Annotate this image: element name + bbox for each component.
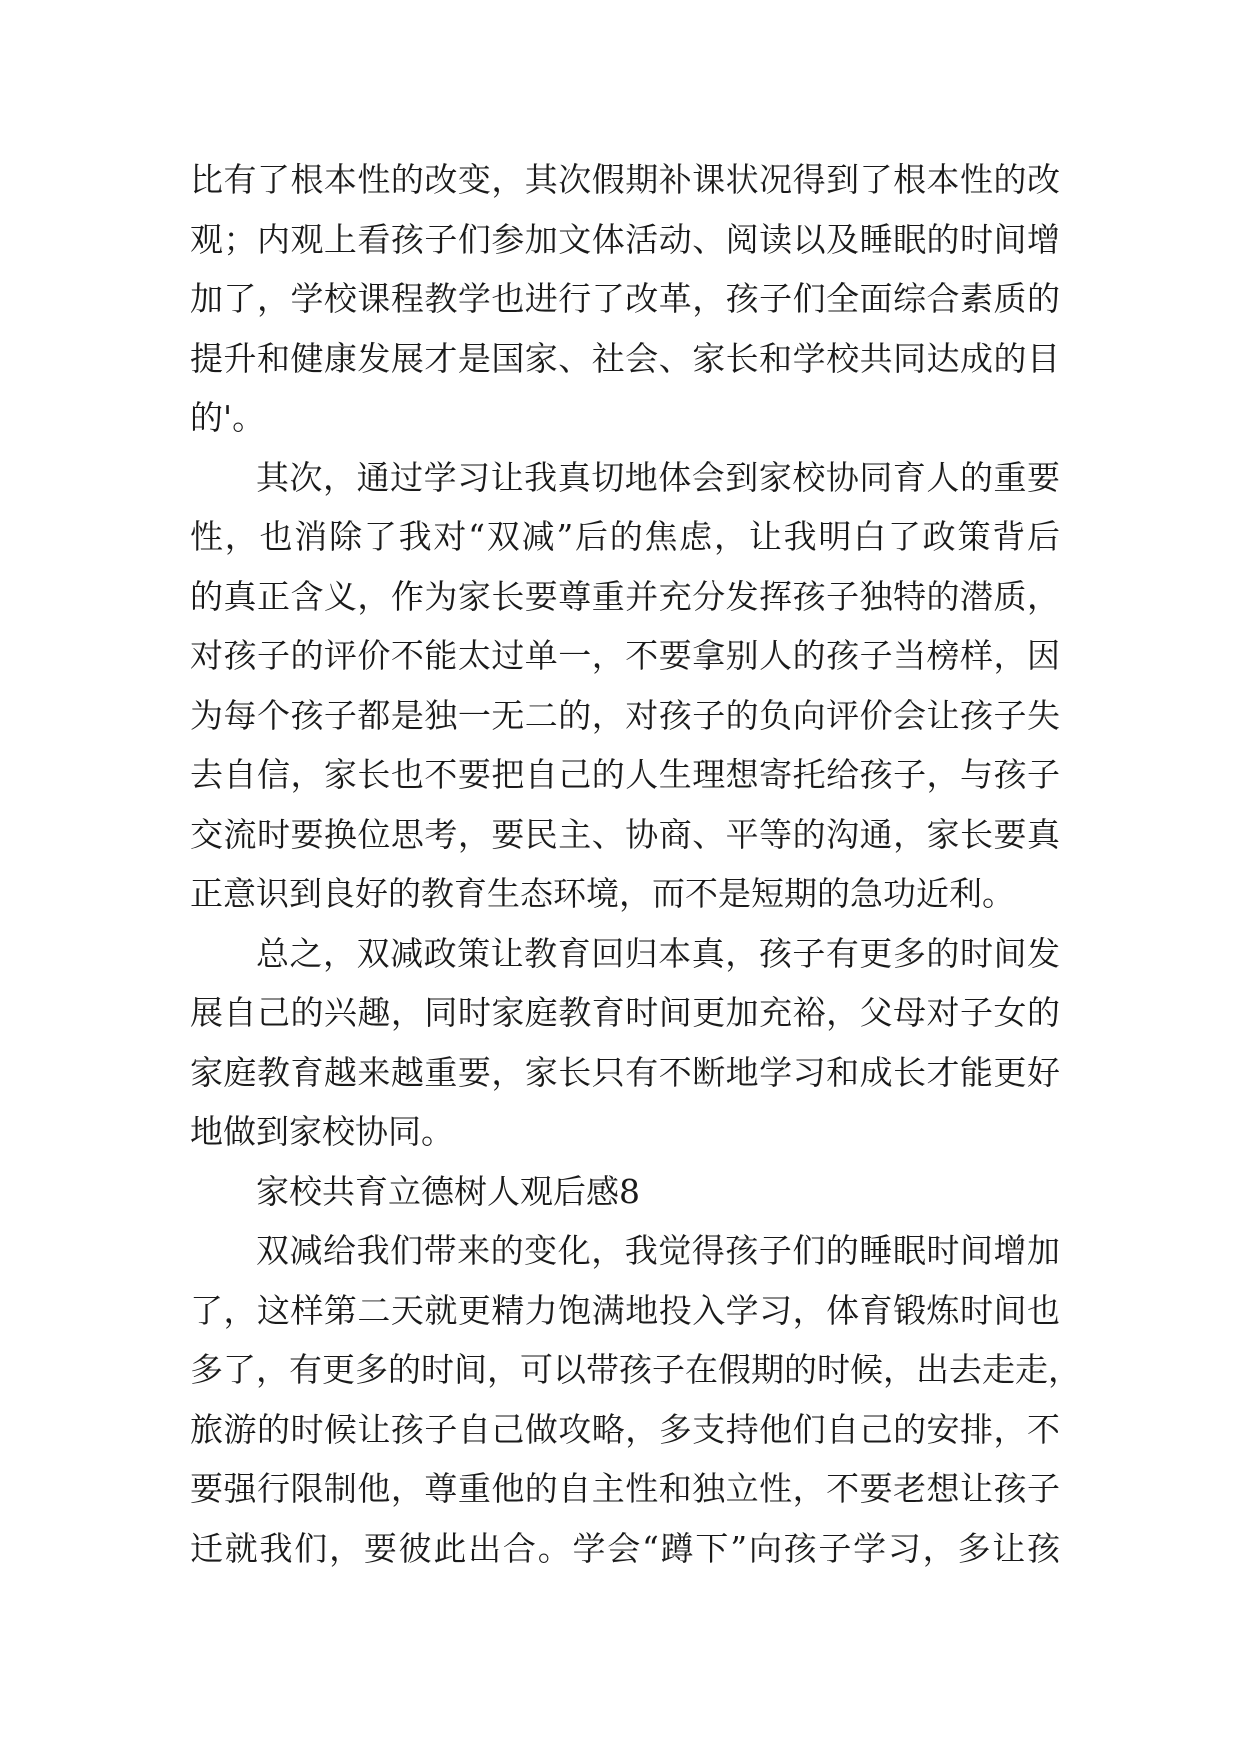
text-line: 性，也消除了我对“双减”后的焦虑，让我明白了政策背后 [190,517,1060,556]
text-line: 去自信，家长也不要把自己的人生理想寄托给孩子，与孩子 [190,755,1060,794]
text-line: 的'。 [190,398,266,437]
text-line: 旅游的时候让孩子自己做攻略，多支持他们自己的安排，不 [190,1409,1060,1449]
text-line: 加了，学校课程教学也进行了改革，孩子们全面综合素质的 [190,279,1060,318]
text-line: 对孩子的评价不能太过单一，不要拿别人的孩子当榜样，因 [190,636,1060,675]
text-line: 展自己的兴趣，同时家庭教育时间更加充裕，父母对子女的 [190,993,1060,1032]
body-text [190,150,1081,1578]
text-line: 多了，有更多的时间，可以带孩子在假期的时候，出去走走， [190,1350,1081,1389]
text-line: 其次，通过学习让我真切地体会到家校协同育人的重要 [256,457,1060,497]
text-line: 提升和健康发展才是国家、社会、家长和学校共同达成的目 [190,338,1060,378]
text-line: 双减给我们带来的变化，我觉得孩子们的睡眠时间增加 [256,1231,1060,1270]
text-line: 正意识到良好的教育生态环境，而不是短期的急功近利。 [190,874,1015,913]
text-line: 家校共育立德树人观后感8 [256,1171,640,1211]
text-line: 总之，双减政策让教育回归本真，孩子有更多的时间发 [256,933,1060,973]
text-line: 观；内观上看孩子们参加文体活动、阅读以及睡眠的时间增 [190,219,1060,259]
text-line: 交流时要换位思考，要民主、协商、平等的沟通，家长要真 [190,814,1060,854]
text-line: 迁就我们，要彼此出合。学会“蹲下”向孩子学习，多让孩 [190,1528,1060,1568]
text-line: 了，这样第二天就更精力饱满地投入学习，体育锻炼时间也 [190,1290,1060,1330]
text-line: 比有了根本性的改变，其次假期补课状况得到了根本性的改 [190,160,1060,199]
text-line: 为每个孩子都是独一无二的，对孩子的负向评价会让孩子失 [190,695,1060,735]
text-line: 地做到家校协同。 [190,1112,454,1151]
text-line: 要强行限制他，尊重他的自主性和独立性，不要老想让孩子 [190,1469,1060,1508]
text-line: 的真正含义，作为家长要尊重并充分发挥孩子独特的潜质， [190,576,1060,616]
text-line: 家庭教育越来越重要，家长只有不断地学习和成长才能更好 [190,1052,1060,1092]
